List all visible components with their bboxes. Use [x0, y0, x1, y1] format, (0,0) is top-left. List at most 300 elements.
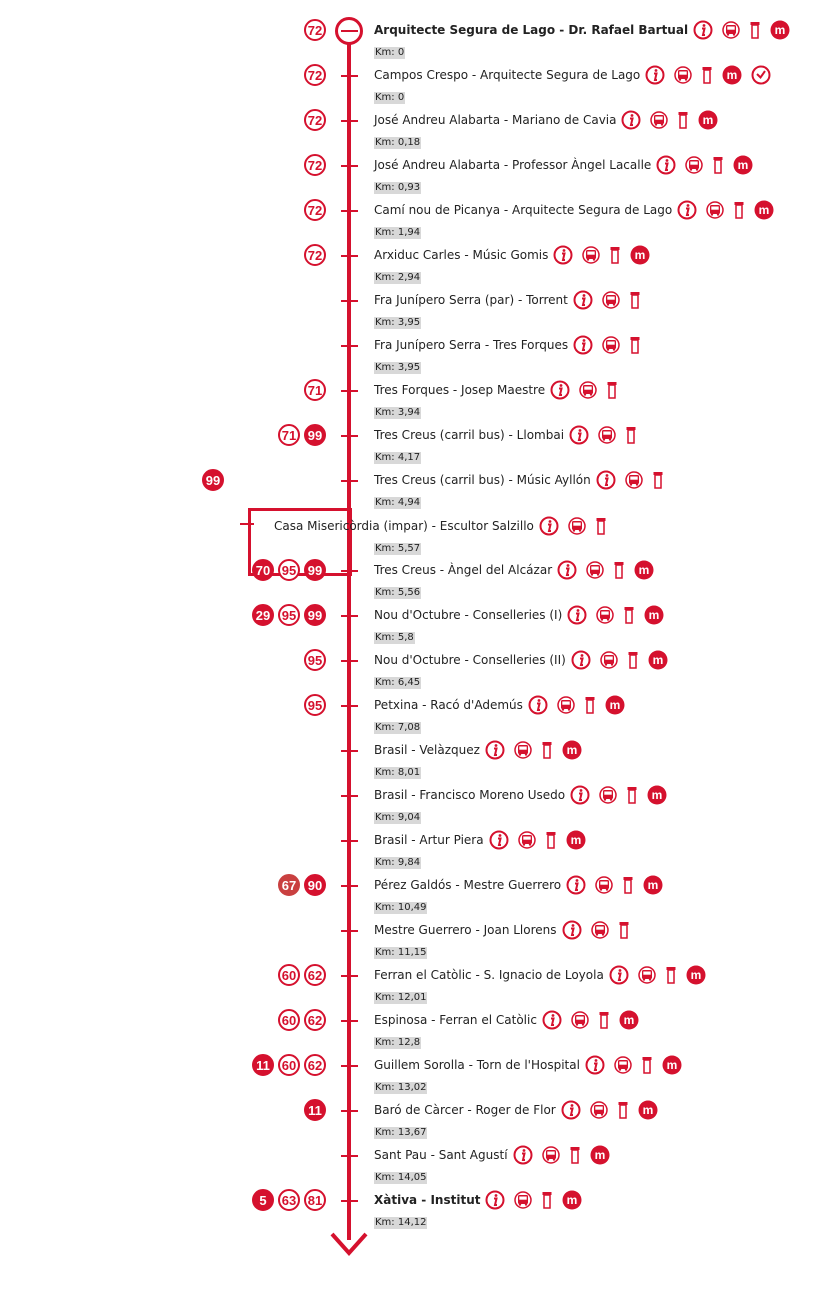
stop-row[interactable]: [0, 376, 816, 418]
svg-text:m: m: [690, 968, 702, 982]
line-badge-11[interactable]: 11: [304, 1099, 326, 1121]
info-icon[interactable]: [573, 335, 593, 355]
line-badge-95[interactable]: 95: [304, 649, 326, 671]
stop-pole-icon: [541, 741, 553, 759]
stop-row[interactable]: [0, 781, 816, 823]
line-badge-99[interactable]: 99: [304, 424, 326, 446]
svg-text:m: m: [647, 878, 659, 892]
stop-pole-icon: [712, 156, 724, 174]
bus-stop-icon: [568, 517, 586, 535]
stop-km: Km: 12,01: [375, 992, 427, 1003]
line-badge-71[interactable]: 71: [278, 424, 300, 446]
line-badge-62[interactable]: 62: [304, 1054, 326, 1076]
stop-km: Km: 4,94: [375, 497, 421, 508]
stop-icons: [645, 65, 771, 85]
line-badges: [278, 874, 326, 896]
info-icon[interactable]: [539, 516, 559, 536]
line-badge-72[interactable]: 72: [304, 64, 326, 86]
stop-name[interactable]: Fra Junípero Serra - Tres Forques: [374, 338, 569, 352]
metro-icon: [644, 605, 664, 625]
stop-icons: [573, 290, 641, 310]
stop-pole-icon: [641, 1056, 653, 1074]
stop-km: Km: 4,17: [375, 452, 421, 463]
stop-pole-icon: [617, 1101, 629, 1119]
info-icon[interactable]: [567, 605, 587, 625]
stop-row[interactable]: [0, 286, 816, 328]
line-badges: [304, 649, 326, 671]
stop-row[interactable]: [0, 916, 816, 958]
line-badge-29[interactable]: 29: [252, 604, 274, 626]
svg-text:m: m: [651, 788, 663, 802]
stop-km: Km: 3,94: [375, 407, 421, 418]
stop-icons: [489, 830, 586, 850]
info-icon[interactable]: [677, 200, 697, 220]
stop-info: [374, 20, 790, 59]
svg-text:m: m: [652, 653, 664, 667]
stop-name[interactable]: Nou d'Octubre - Conselleries (II): [374, 653, 566, 667]
svg-text:m: m: [703, 113, 714, 127]
stop-name[interactable]: Mestre Guerrero - Joan Llorens: [374, 923, 557, 937]
clock-icon: [751, 65, 771, 85]
info-icon[interactable]: [569, 425, 589, 445]
stop-info: [374, 245, 650, 284]
line-badges: [252, 559, 326, 581]
stop-tick: [341, 1065, 358, 1067]
stop-icons: [573, 335, 641, 355]
stop-km: Km: 10,49: [375, 902, 427, 913]
stop-row[interactable]: [0, 1051, 816, 1093]
info-icon[interactable]: [645, 65, 665, 85]
stop-km: Km: 0: [375, 92, 405, 103]
stop-row[interactable]: [0, 61, 816, 103]
metro-icon: [647, 785, 667, 805]
stop-icons: [621, 110, 718, 130]
stop-info: [374, 1190, 582, 1229]
line-badges: [278, 424, 326, 446]
bus-stop-icon: [706, 201, 724, 219]
stop-row[interactable]: [0, 961, 816, 1003]
stop-icons: [585, 1055, 682, 1075]
stop-pole-icon: [652, 471, 664, 489]
bus-stop-icon: [591, 921, 609, 939]
stop-tick: [341, 930, 358, 932]
line-badge-99[interactable]: 99: [304, 559, 326, 581]
line-badge-72[interactable]: 72: [304, 199, 326, 221]
stop-info: [374, 695, 625, 734]
stop-row[interactable]: [0, 16, 816, 58]
stop-pole-icon: [623, 606, 635, 624]
info-icon[interactable]: [550, 380, 570, 400]
stop-info: [374, 470, 664, 509]
svg-text:m: m: [648, 608, 660, 622]
bus-stop-icon: [602, 336, 620, 354]
metro-icon: [662, 1055, 682, 1075]
stop-km: Km: 14,05: [375, 1172, 427, 1183]
stop-pole-icon: [622, 876, 634, 894]
line-badge-62[interactable]: 62: [304, 1009, 326, 1031]
svg-text:m: m: [635, 248, 646, 262]
stop-name[interactable]: Tres Forques - Josep Maestre: [374, 383, 546, 397]
svg-text:m: m: [567, 1193, 578, 1207]
route-end-arrow-icon: [329, 1226, 369, 1260]
line-badges: [202, 469, 224, 491]
line-badges: [304, 1099, 326, 1121]
stop-name[interactable]: Xàtiva - Institut: [374, 1193, 481, 1207]
stop-tick: [341, 885, 358, 887]
bus-stop-icon: [598, 426, 616, 444]
stop-km: Km: 14,12: [375, 1217, 427, 1228]
stop-info: [374, 290, 641, 329]
stop-km: Km: 6,45: [375, 677, 421, 688]
stop-pole-icon: [625, 426, 637, 444]
stop-info: [374, 965, 706, 1004]
stop-tick: [341, 480, 358, 482]
stop-icons: [677, 200, 774, 220]
info-icon[interactable]: [553, 245, 573, 265]
bus-stop-icon: [614, 1056, 632, 1074]
info-icon[interactable]: [528, 695, 548, 715]
stop-name[interactable]: Campos Crespo - Arquitecte Segura de Lago: [374, 68, 641, 82]
info-icon[interactable]: [656, 155, 676, 175]
svg-text:m: m: [758, 203, 770, 217]
stop-km: Km: 7,08: [375, 722, 421, 733]
svg-text:m: m: [774, 23, 786, 37]
stop-icons: [485, 1190, 582, 1210]
bus-stop-icon: [638, 966, 656, 984]
info-icon[interactable]: [566, 875, 586, 895]
info-icon[interactable]: [621, 110, 641, 130]
stop-tick: [341, 750, 358, 752]
line-badge-99[interactable]: 99: [304, 604, 326, 626]
detour-stop-name[interactable]: Casa Misericòrdia (impar) - Escultor Salzillo: [274, 519, 534, 533]
stop-tick: [341, 660, 358, 662]
stop-km: Km: 9,04: [375, 812, 421, 823]
line-badges: [304, 154, 326, 176]
line-badge-63[interactable]: 63: [278, 1189, 300, 1211]
stop-tick: [341, 795, 358, 797]
stop-pole-icon: [629, 336, 641, 354]
line-badge-99[interactable]: 99: [202, 469, 224, 491]
metro-icon: [698, 110, 718, 130]
line-badge-5[interactable]: 5: [252, 1189, 274, 1211]
stop-row[interactable]: [0, 106, 816, 148]
info-icon[interactable]: [561, 1100, 581, 1120]
stop-km: Km: 3,95: [375, 362, 421, 373]
stop-tick: [341, 1020, 358, 1022]
stop-tick: [341, 840, 358, 842]
stop-row[interactable]: [0, 241, 816, 283]
stop-icons: [570, 785, 667, 805]
bus-stop-icon: [602, 291, 620, 309]
stop-icons: [562, 920, 630, 940]
svg-text:m: m: [737, 158, 749, 172]
stop-tick: [341, 30, 358, 32]
stop-km: Km: 1,94: [375, 227, 421, 238]
stop-pole-icon: [618, 921, 630, 939]
info-icon[interactable]: [562, 920, 582, 940]
line-badge-62[interactable]: 62: [304, 964, 326, 986]
line-badge-67[interactable]: 67: [278, 874, 300, 896]
stop-tick: [341, 165, 358, 167]
stop-km: Km: 5,56: [375, 587, 421, 598]
stop-name[interactable]: Pérez Galdós - Mestre Guerrero: [374, 878, 562, 892]
stop-row[interactable]: [0, 1186, 816, 1228]
info-icon[interactable]: [570, 785, 590, 805]
bus-stop-icon: [722, 21, 740, 39]
svg-text:m: m: [642, 1103, 654, 1117]
metro-icon: [566, 830, 586, 850]
stop-tick: [341, 975, 358, 977]
stop-row[interactable]: [0, 466, 816, 508]
stop-info: [374, 830, 586, 869]
detour-stop[interactable]: [274, 516, 607, 555]
stop-info: [374, 1100, 658, 1139]
bus-stop-icon: [518, 831, 536, 849]
bus-stop-icon: [685, 156, 703, 174]
stop-name[interactable]: Tres Creus (carril bus) - Llombai: [374, 428, 565, 442]
stop-info: [374, 110, 718, 149]
line-badges: [278, 964, 326, 986]
line-badges: [252, 1189, 326, 1211]
stop-name[interactable]: Baró de Càrcer - Roger de Flor: [374, 1103, 556, 1117]
bus-stop-icon: [590, 1101, 608, 1119]
stop-name[interactable]: Camí nou de Picanya - Arquitecte Segura de Lago: [374, 203, 673, 217]
stop-km: Km: 0,93: [375, 182, 421, 193]
metro-icon: [686, 965, 706, 985]
stop-km: Km: 12,8: [375, 1037, 421, 1048]
stop-tick: [341, 1200, 358, 1202]
svg-text:m: m: [726, 68, 738, 82]
stop-pole-icon: [613, 561, 625, 579]
stop-name[interactable]: Sant Pau - Sant Agustí: [374, 1148, 508, 1162]
line-badge-71[interactable]: 71: [304, 379, 326, 401]
stop-pole-icon: [665, 966, 677, 984]
line-badges: [304, 244, 326, 266]
bus-stop-icon: [599, 786, 617, 804]
stop-icons: [557, 560, 654, 580]
stop-info: [374, 1010, 639, 1049]
stop-pole-icon: [606, 381, 618, 399]
detour-tick: [240, 523, 254, 525]
stop-pole-icon: [626, 786, 638, 804]
line-badge-95[interactable]: 95: [278, 604, 300, 626]
stop-name[interactable]: Arquitecte Segura de Lago - Dr. Rafael Bartual: [374, 23, 689, 37]
stop-name[interactable]: José Andreu Alabarta - Professor Àngel Lacalle: [374, 158, 652, 172]
line-badges: [304, 19, 326, 41]
bus-stop-icon: [600, 651, 618, 669]
stop-name[interactable]: Arxiduc Carles - Músic Gomis: [374, 248, 549, 262]
line-badge-72[interactable]: 72: [304, 109, 326, 131]
stop-icons: [656, 155, 753, 175]
metro-icon: [643, 875, 663, 895]
stop-icons: [566, 875, 663, 895]
line-badges: [252, 604, 326, 626]
info-icon[interactable]: [585, 1055, 605, 1075]
stop-icons: [561, 1100, 658, 1120]
info-icon[interactable]: [693, 20, 713, 40]
stop-tick: [341, 120, 358, 122]
bus-stop-icon: [596, 606, 614, 624]
stop-icons: [596, 470, 664, 490]
line-badges: [252, 1054, 326, 1076]
stop-name[interactable]: Brasil - Velàzquez: [374, 743, 480, 757]
stop-km: Km: 11,15: [375, 947, 427, 958]
stop-tick: [341, 300, 358, 302]
stop-tick: [341, 1155, 358, 1157]
stop-tick: [341, 435, 358, 437]
line-badge-11[interactable]: 11: [252, 1054, 274, 1076]
stop-name[interactable]: Tres Creus - Àngel del Alcázar: [374, 563, 553, 577]
stop-icons: [542, 1010, 639, 1030]
info-icon[interactable]: [485, 740, 505, 760]
metro-icon: [590, 1145, 610, 1165]
stop-pole-icon: [627, 651, 639, 669]
metro-icon: [562, 1190, 582, 1210]
info-icon[interactable]: [513, 1145, 533, 1165]
stop-info: [374, 155, 753, 194]
bus-stop-icon: [582, 246, 600, 264]
stop-pole-icon: [749, 21, 761, 39]
stop-icons: [553, 245, 650, 265]
metro-icon: [630, 245, 650, 265]
stop-km: Km: 5,8: [375, 632, 414, 643]
stop-km: Km: 8,01: [375, 767, 421, 778]
stop-name[interactable]: Petxina - Racó d'Ademús: [374, 698, 523, 712]
line-badge-72[interactable]: 72: [304, 244, 326, 266]
stop-row[interactable]: [0, 826, 816, 868]
line-badge-90[interactable]: 90: [304, 874, 326, 896]
line-badge-70[interactable]: 70: [252, 559, 274, 581]
line-badges: [304, 379, 326, 401]
line-badges: [278, 1009, 326, 1031]
stop-row[interactable]: [0, 1006, 816, 1048]
stop-row[interactable]: [0, 691, 816, 733]
stop-pole-icon: [677, 111, 689, 129]
stop-row[interactable]: [0, 601, 816, 643]
stop-name[interactable]: Espinosa - Ferran el Catòlic: [374, 1013, 537, 1027]
detour-stop-icons: [539, 516, 607, 536]
stop-icons: [550, 380, 618, 400]
line-badge-81[interactable]: 81: [304, 1189, 326, 1211]
metro-icon: [562, 740, 582, 760]
line-badge-60[interactable]: 60: [278, 1054, 300, 1076]
stop-info: [374, 335, 641, 374]
bus-stop-icon: [579, 381, 597, 399]
stop-pole-icon: [545, 831, 557, 849]
bus-stop-icon: [571, 1011, 589, 1029]
info-icon[interactable]: [485, 1190, 505, 1210]
stop-pole-icon: [629, 291, 641, 309]
stop-row[interactable]: [0, 151, 816, 193]
stop-name[interactable]: Guillem Sorolla - Torn de l'Hospital: [374, 1058, 580, 1072]
info-icon[interactable]: [571, 650, 591, 670]
line-badge-72[interactable]: 72: [304, 154, 326, 176]
line-badge-60[interactable]: 60: [278, 1009, 300, 1031]
line-badge-60[interactable]: 60: [278, 964, 300, 986]
line-badges: [304, 109, 326, 131]
info-icon[interactable]: [542, 1010, 562, 1030]
stop-name[interactable]: Tres Creus (carril bus) - Músic Ayllón: [374, 473, 591, 487]
line-badge-95[interactable]: 95: [304, 694, 326, 716]
metro-icon: [638, 1100, 658, 1120]
bus-stop-icon: [514, 1191, 532, 1209]
stop-name[interactable]: Fra Junípero Serra (par) - Torrent: [374, 293, 568, 307]
stop-pole-icon: [584, 696, 596, 714]
stop-row[interactable]: [0, 871, 816, 913]
stop-icons: [567, 605, 664, 625]
line-badges: [304, 199, 326, 221]
info-icon[interactable]: [596, 470, 616, 490]
bus-stop-icon: [586, 561, 604, 579]
info-icon[interactable]: [609, 965, 629, 985]
stop-tick: [341, 570, 358, 572]
stop-tick: [341, 705, 358, 707]
stop-pole-icon: [701, 66, 713, 84]
stop-name[interactable]: José Andreu Alabarta - Mariano de Cavia: [374, 113, 617, 127]
stop-km: Km: 3,95: [375, 317, 421, 328]
stop-info: [374, 1145, 610, 1184]
stop-info: [374, 650, 668, 689]
stop-name[interactable]: Nou d'Octubre - Conselleries (I): [374, 608, 563, 622]
line-badge-72[interactable]: 72: [304, 19, 326, 41]
line-badges: [304, 694, 326, 716]
stop-row[interactable]: [0, 736, 816, 778]
stop-tick: [341, 255, 358, 257]
stop-info: [374, 875, 663, 914]
info-icon[interactable]: [489, 830, 509, 850]
stop-row[interactable]: [0, 646, 816, 688]
stop-row[interactable]: [0, 1141, 816, 1183]
stop-row[interactable]: [0, 556, 816, 598]
metro-icon: [733, 155, 753, 175]
stop-pole-icon: [609, 246, 621, 264]
stop-info: [374, 200, 774, 239]
bus-stop-icon: [557, 696, 575, 714]
stop-row[interactable]: [0, 331, 816, 373]
stop-row[interactable]: [0, 196, 816, 238]
stop-row[interactable]: [0, 1096, 816, 1138]
stop-pole-icon: [569, 1146, 581, 1164]
stop-tick: [341, 1110, 358, 1112]
metro-icon: [754, 200, 774, 220]
stop-km: Km: 13,02: [375, 1082, 427, 1093]
stop-name[interactable]: Brasil - Francisco Moreno Usedo: [374, 788, 566, 802]
stop-icons: [693, 20, 790, 40]
stop-info: [374, 560, 654, 599]
metro-icon: [648, 650, 668, 670]
line-badge-95[interactable]: 95: [278, 559, 300, 581]
stop-name[interactable]: Ferran el Catòlic - S. Ignacio de Loyola: [374, 968, 604, 982]
stop-name[interactable]: Brasil - Artur Piera: [374, 833, 484, 847]
stop-row[interactable]: [0, 421, 816, 463]
stop-info: [374, 425, 637, 464]
svg-text:m: m: [623, 1013, 635, 1027]
stop-info: [374, 605, 664, 644]
stop-km: Km: 2,94: [375, 272, 421, 283]
bus-stop-icon: [542, 1146, 560, 1164]
bus-stop-icon: [650, 111, 668, 129]
info-icon[interactable]: [573, 290, 593, 310]
stop-info: [374, 1055, 682, 1094]
svg-text:m: m: [570, 833, 581, 847]
stop-icons: [571, 650, 668, 670]
stop-pole-icon: [598, 1011, 610, 1029]
bus-stop-icon: [595, 876, 613, 894]
bus-stop-icon: [514, 741, 532, 759]
metro-icon: [634, 560, 654, 580]
info-icon[interactable]: [557, 560, 577, 580]
stop-tick: [341, 75, 358, 77]
